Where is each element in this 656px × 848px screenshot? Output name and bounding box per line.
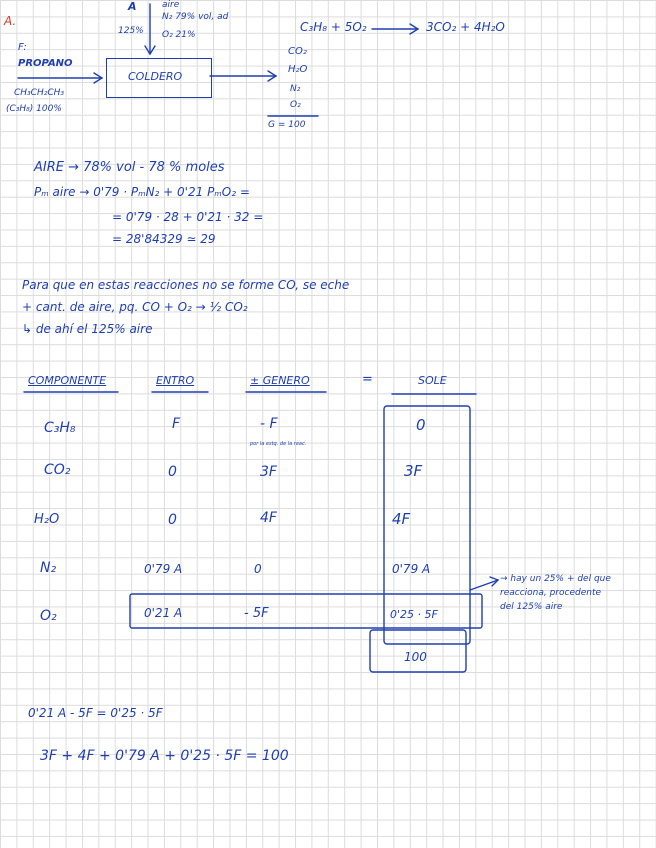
note-line-3: ↳ de ahí el 125% aire bbox=[22, 322, 153, 336]
feed-formula: CH₃CH₂CH₃ bbox=[14, 88, 64, 98]
equation-1: 0'21 A - 5F = 0'25 · 5F bbox=[28, 706, 163, 720]
row-4-entro: 0'79 A bbox=[144, 562, 183, 576]
row-3-component: H₂O bbox=[34, 512, 60, 527]
note-line-2: + cant. de aire, pq. CO + O₂ → ½ CO₂ bbox=[22, 300, 248, 314]
side-note-line-3: del 125% aire bbox=[500, 602, 563, 612]
table-header-entro: ENTRO bbox=[156, 374, 195, 387]
row-1-sole: 0 bbox=[416, 416, 426, 434]
row-5-sole: 0'25 · 5F bbox=[390, 608, 438, 621]
table-header-genero: ± GENERO bbox=[250, 374, 310, 387]
air-o2: O₂ 21% bbox=[162, 30, 196, 40]
row-3-sole: 4F bbox=[392, 510, 411, 528]
feed-label: F: bbox=[18, 42, 27, 53]
oxygen-row-box bbox=[130, 594, 482, 628]
side-note-line-1: → hay un 25% + del que bbox=[500, 574, 611, 584]
air-calc-line-3: = 0'79 · 28 + 0'21 · 32 = bbox=[112, 210, 264, 224]
out-h2o: H₂O bbox=[288, 64, 308, 75]
row-2-component: CO₂ bbox=[44, 462, 71, 478]
air-excess: 125% bbox=[118, 26, 144, 36]
row-1-entro: F bbox=[172, 416, 181, 432]
table-header-equals: = bbox=[362, 372, 373, 387]
row-2-sole: 3F bbox=[404, 462, 423, 480]
out-g-total: G = 100 bbox=[268, 120, 306, 130]
row-3-entro: 0 bbox=[168, 512, 177, 528]
row-3-genero: 4F bbox=[260, 510, 277, 526]
table-header-componente: COMPONENTE bbox=[28, 374, 107, 387]
air-calc-line-2: Pₘ aire → 0'79 · PₘN₂ + 0'21 PₘO₂ = bbox=[34, 185, 250, 199]
note-line-1: Para que en estas reacciones no se forme CO, se eche bbox=[22, 278, 350, 292]
out-n2: N₂ bbox=[290, 84, 301, 94]
row-2-genero: 3F bbox=[260, 464, 277, 480]
corner-mark: A. bbox=[4, 14, 17, 28]
feed-formula-composition: (C₃H₈) 100% bbox=[6, 104, 62, 114]
boiler-label: COLDERO bbox=[128, 70, 183, 83]
air-calc-line-1: AIRE → 78% vol - 78 % moles bbox=[34, 160, 225, 175]
table-header-sole: SOLE bbox=[418, 374, 447, 387]
sole-total: 100 bbox=[404, 650, 427, 664]
feed-name: PROPANO bbox=[18, 58, 73, 69]
reaction-left: C₃H₈ + 5O₂ bbox=[300, 20, 367, 34]
side-note-line-2: reacciona, procedente bbox=[500, 588, 602, 598]
row-5-component: O₂ bbox=[40, 608, 57, 624]
sole-column-box bbox=[384, 406, 470, 644]
out-co2: CO₂ bbox=[288, 46, 307, 57]
row-2-entro: 0 bbox=[168, 464, 177, 480]
row-5-genero: - 5F bbox=[244, 606, 269, 621]
reaction-right: 3CO₂ + 4H₂O bbox=[426, 20, 505, 34]
air-label: aire bbox=[162, 0, 180, 10]
equation-2: 3F + 4F + 0'79 A + 0'25 · 5F = 100 bbox=[40, 748, 289, 764]
out-o2: O₂ bbox=[290, 100, 301, 110]
air-letter: A bbox=[128, 0, 137, 13]
row-4-genero: 0 bbox=[254, 562, 262, 576]
row-5-entro: 0'21 A bbox=[144, 606, 183, 620]
row-4-sole: 0'79 A bbox=[392, 562, 431, 576]
air-calc-line-4: = 28'84329 ≃ 29 bbox=[112, 232, 216, 246]
air-n2: N₂ 79% vol, ad bbox=[162, 12, 229, 22]
row-4-component: N₂ bbox=[40, 560, 57, 576]
row-1-component: C₃H₈ bbox=[44, 420, 76, 436]
row-1-genero-note: por la estq. de la reac. bbox=[250, 441, 307, 447]
row-1-genero: - F bbox=[260, 416, 278, 432]
